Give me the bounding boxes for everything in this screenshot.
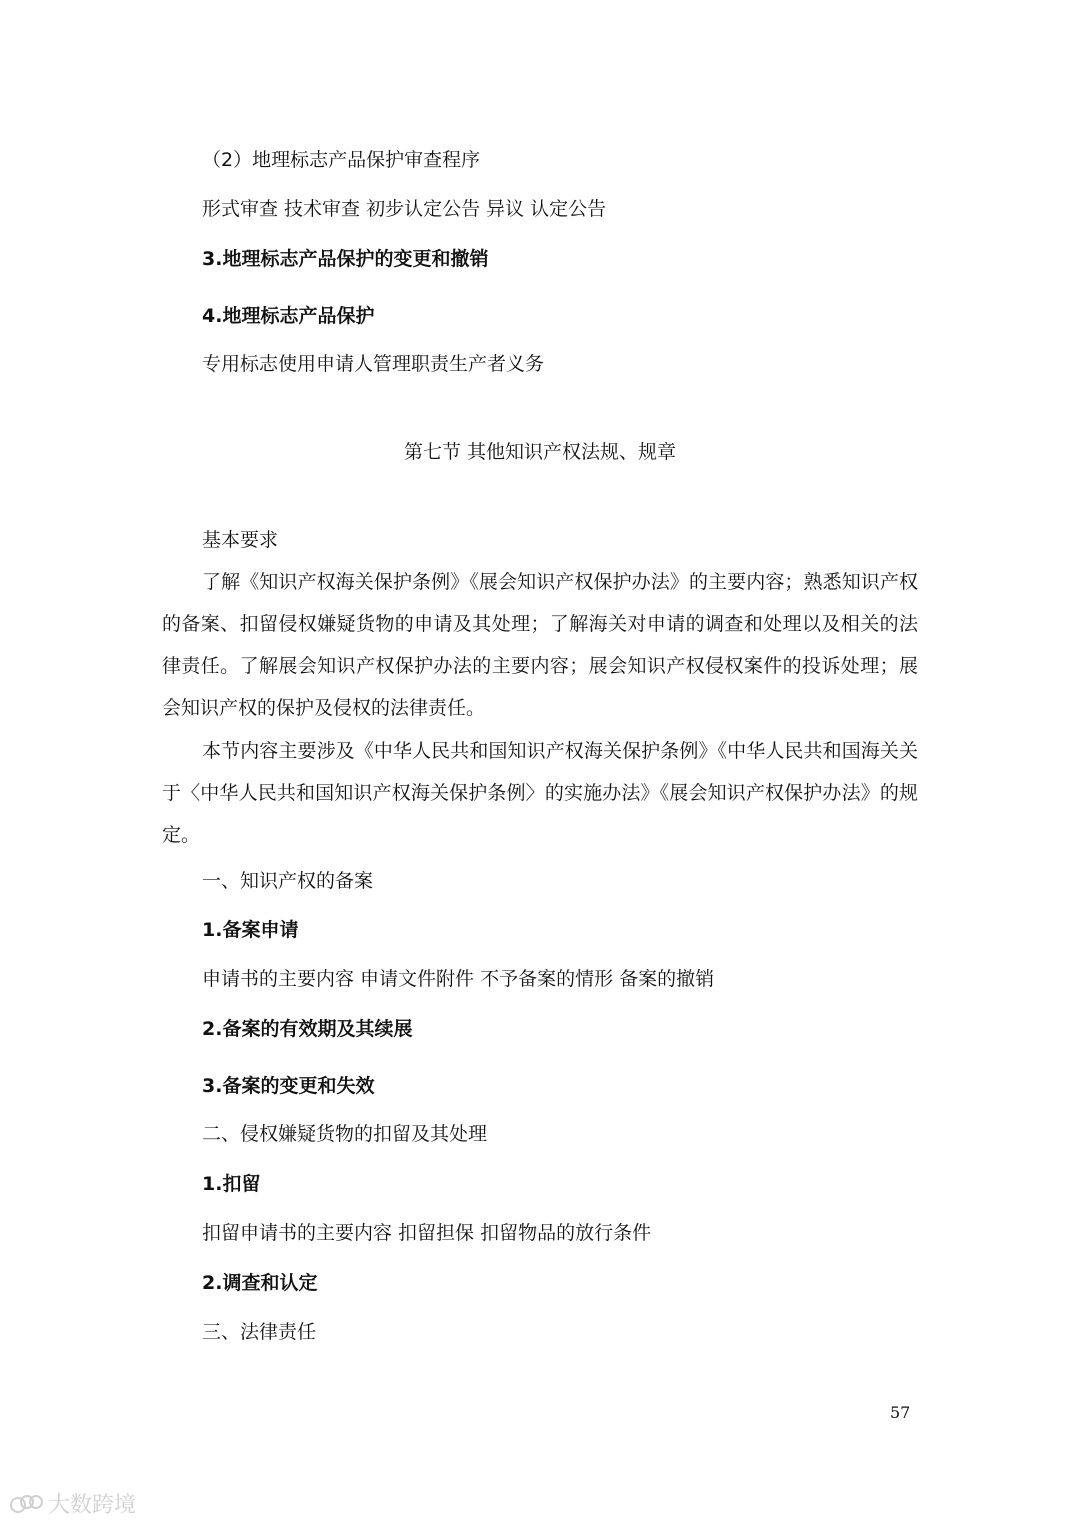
part1-title: 一、知识产权的备案 xyxy=(202,870,374,892)
procedure-steps: 形式审查 技术审查 初步认定公告 异议 认定公告 xyxy=(202,198,607,220)
part3-title: 三、法律责任 xyxy=(202,1321,317,1343)
requirements-paragraph-1: 了解《知识产权海关保护条例》《展会知识产权保护办法》的主要内容；熟悉知识产权的备案、扣留侵权嫌疑货物的申请及其处理；了解海关对申请的调查和处理以及相关的法律责任。了解展会知识产权保护办法的主要内容；展会知识产权侵权案件的投诉处理；展会知识产权的保护及侵权的法律责任。 xyxy=(162,571,918,719)
part1-heading-1-items: 申请书的主要内容 申请文件附件 不予备案的情形 备案的撤销 xyxy=(202,968,715,990)
part1-heading-3: 3.备案的变更和失效 xyxy=(202,1075,375,1097)
heading-geo-procedure: （2）地理标志产品保护审查程序 xyxy=(202,149,481,171)
part2-heading-1: 1.扣留 xyxy=(202,1173,261,1195)
requirements-paragraph-2: 本节内容主要涉及《中华人民共和国知识产权海关保护条例》《中华人民共和国海关关于〈中华人民共和国知识产权海关保护条例〉的实施办法》《展会知识产权保护办法》的规定。 xyxy=(162,740,918,846)
watermark xyxy=(10,1488,136,1519)
requirements-label: 基本要求 xyxy=(202,529,279,551)
heading-geo-change: 3.地理标志产品保护的变更和撤销 xyxy=(202,248,489,270)
part2-title: 二、侵权嫌疑货物的扣留及其处理 xyxy=(202,1123,488,1145)
protection-roles: 专用标志使用申请人管理职责生产者义务 xyxy=(202,353,545,375)
watermark-text: 大数跨境 xyxy=(48,1493,137,1518)
heading-geo-protection: 4.地理标志产品保护 xyxy=(202,305,375,327)
part2-heading-2: 2.调查和认定 xyxy=(202,1272,318,1294)
page-number: 57 xyxy=(890,1403,911,1422)
part1-heading-1: 1.备案申请 xyxy=(202,919,299,941)
section-title: 第七节 其他知识产权法规、规章 xyxy=(403,441,677,463)
part1-heading-2: 2.备案的有效期及其续展 xyxy=(202,1018,413,1040)
part2-heading-1-items: 扣留申请书的主要内容 扣留担保 扣留物品的放行条件 xyxy=(202,1222,652,1244)
watermark-logo-icon xyxy=(10,1493,44,1515)
